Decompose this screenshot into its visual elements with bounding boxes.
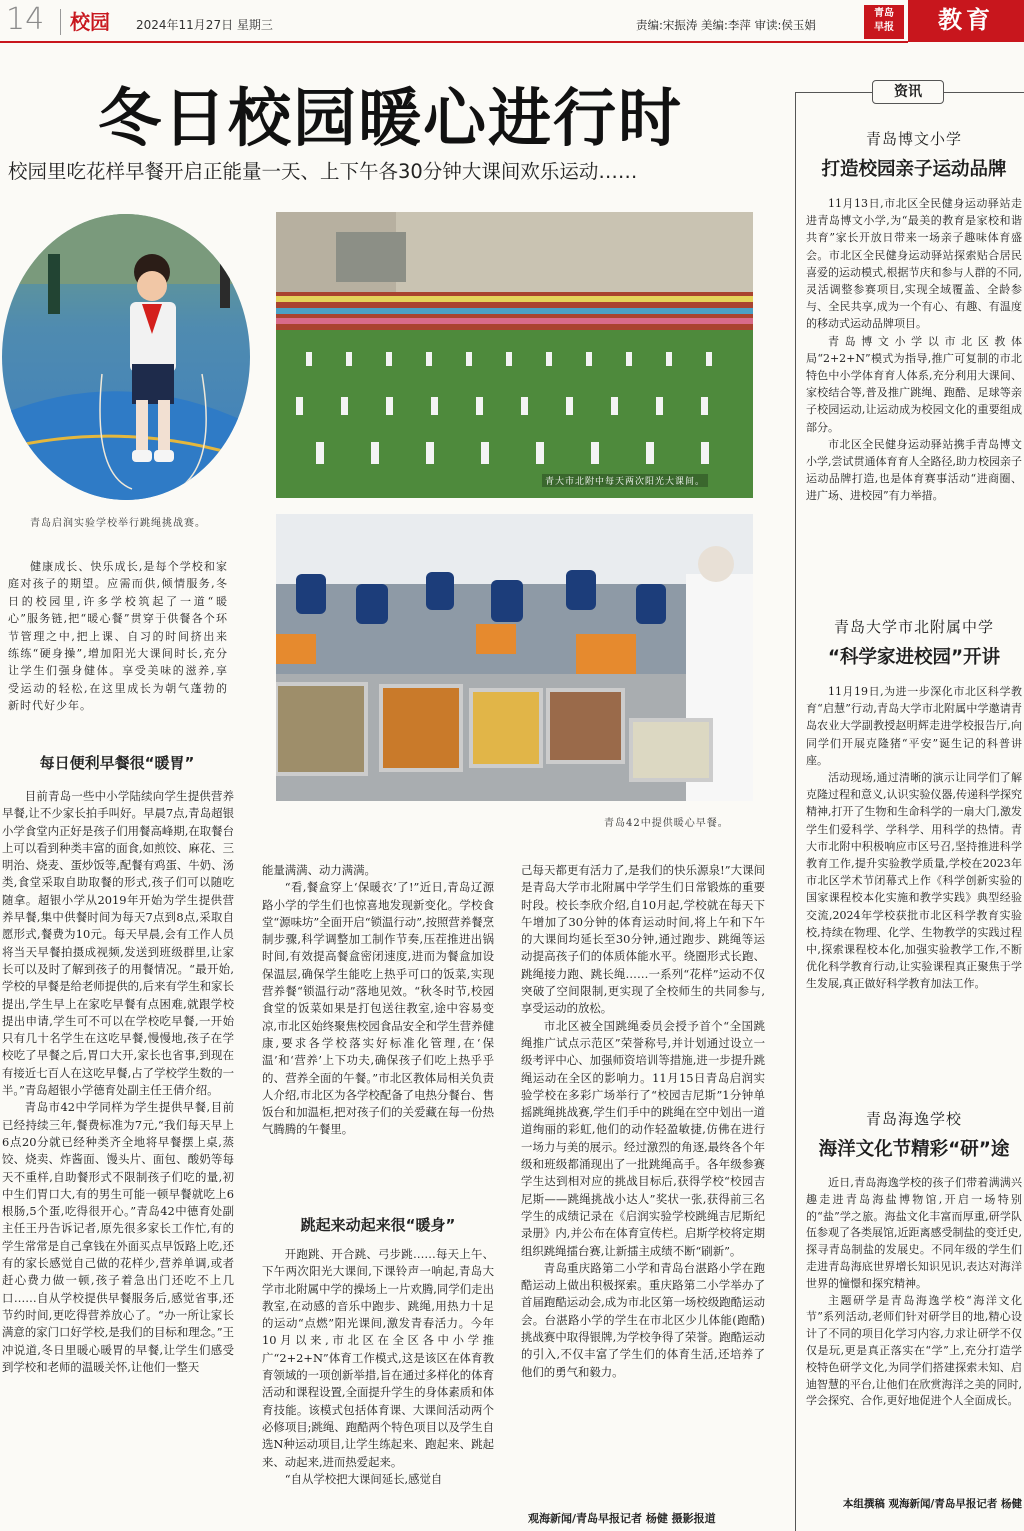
school-name: 青岛海逸学校 bbox=[865, 1110, 962, 1128]
channel-tab bbox=[908, 0, 1024, 42]
headline: 冬日校园暖心进行时 bbox=[98, 82, 683, 155]
canteen-illustration bbox=[276, 514, 753, 801]
column-3 bbox=[521, 862, 765, 1381]
body-paragraph: 青岛博文小学以市北区教体局“2+2+N”模式为指导,推广可复制的市北特色中小学体育育人体系,充分利用大课间、家校结合等,普及推广跳绳、跑酷、足球等亲子校园运动,让运动成为校园文化的重要组成部分。 bbox=[806, 334, 1022, 434]
jump-rope-photo bbox=[2, 214, 250, 500]
body-paragraph: 主题研学是青岛海逸学校“海洋文化节”系列活动,老师们针对研学目的地,精心设计了不同的项目化学习内容,力求让研学不仅仅是玩,更是真正落实在“学”上,充分打造学校特色研学文化,为同学们搭建探索未知、启迪智慧的平台,让他们在欣赏海洋之美的同时,学会探究、合作,更好地促进个人全面成长。 bbox=[806, 1293, 1022, 1408]
column-1 bbox=[2, 788, 234, 1376]
body-paragraph: 11月19日,为进一步深化市北区科学教育“启慧”行动,青岛大学市北附属中学邀请青岛农业大学副教授赵明辉走进学校报告厅,向同学们开展克隆猪“平安”诞生记的科普讲座。 bbox=[806, 685, 1022, 767]
body-paragraph: 活动现场,通过清晰的演示让同学们了解克隆过程和意义,认识实验仪器,传递科学探究精神,打开了生物和生命科学的一扇大门,激发学生们爱科学、学科学、用科学的热情。青大市北附中积极响应市区号召,坚持推进科学教育工作,提升实验教学质量,学校在2023年市北区学术节闭幕式上作《科学创新实验的国家课程校本化实施和教学实践》典型经验交流,2024年学校获批市北区科学教育实验校,持续在物理、化学、生物教学的实践过程中,探索课程校本化,加强实验教学工作,不断优化科学教育行动,让实验课程真正聚焦于学生发展,真正做好科学教育加法工作。 bbox=[806, 771, 1022, 991]
section-name: 校园 bbox=[70, 10, 110, 34]
article-title: “科学家进校园”开讲 bbox=[827, 647, 1001, 668]
body-paragraph: 近日,青岛海逸学校的孩子们带着满满兴趣走进青岛海盐博物馆,开启一场特别的“盐”学之旅。海盐文化丰富而厚重,研学队伍参观了各类展馆,近距离感受制盐的变迁史,探寻青岛制盐的发展史。不同年级的学生们走进青岛海底世界增长知识见识,表达对海洋世界的憧憬和探究精神。 bbox=[806, 1176, 1022, 1290]
section-heading-exercise: 跳起来动起来很“暖身” bbox=[300, 1216, 456, 1234]
sidebar-article-2 bbox=[806, 616, 1022, 993]
school-name: 青岛博文小学 bbox=[865, 130, 962, 148]
subheadline: 校园里吃花样早餐开启正能量一天、上下午各30分钟大课间欢乐运动…… bbox=[8, 160, 638, 183]
body-paragraph: 青岛市42中学同样为学生提供早餐,目前已经持续三年,餐费标准为7元,“我们每天早上6点20分就已经种类齐全地将早餐摆上桌,蒸饺、烧卖、炸酱面、馒头片、面包、酸奶等每天不重样,自助餐形式不限制孩子们吃的量,初中生们胃口大,有的男生可能一顿早餐就吃上6根肠,5个蛋,吃得很开心。”青岛42中德育处副主任王丹告诉记者,原先很多家长工作忙,有的学生常常是自己拿钱在外面买点早饭路上吃,还有的家长感觉自己做的花样少,营养单调,或者赶心费力做一顿,孩子着急出门还吃不上几口……自从学校提供早餐服务后,感觉省事,还节约时间,更吃得营养放心了。“办一所让家长满意的家门口好学校,是我们的目标和理念。”王冲说道,冬日里暖心暖胃的早餐,让学生们感受到学校和老师的温暖关怀,让他们一整天 bbox=[2, 1100, 234, 1374]
body-paragraph: “看,餐盒穿上‘保暖衣’了!”近日,青岛辽源路小学的学生们也惊喜地发现新变化。学校食堂“源味坊”全面开启“锁温行动”,按照营养餐烹制步骤,科学调整加工制作节奏,压茬推进出锅时间,有效提高餐盒密闭速度,进而为餐盒加设保温层,确保学生能吃上热乎可口的饭菜,实现营养餐“锁温行动”落地见效。“秋冬时节,校园食堂的饭菜如果是打包送往教室,途中容易变凉,市北区始终聚焦校园食品安全和学生营养健康,要求各学校落实好标准化管理,在‘保温’和‘营养’上下功夫,确保孩子们吃上热乎乎的、营养全面的午餐。”市北区教体局相关负责人介绍,市北区为各学校配备了电热分餐台、售饭台和加温柜,把对孩子们的关爱藏在每一份热气腾腾的午餐里。 bbox=[262, 880, 494, 1137]
sidebar-article-3 bbox=[806, 1108, 1022, 1410]
body-paragraph: 11月13日,市北区全民健身运动驿站走进青岛博文小学,为“最美的教育是家校和谐共育”家长开放日带来一场亲子趣味体育盛会。市北区全民健身运动驿站探索贴合居民喜爱的运动模式,根据节庆和参与人群的不同,灵活调整参赛项目,实现全域覆盖、全龄参与、全民共享,成为一个有心、有趣、有温度的移动式运动品牌项目。 bbox=[806, 197, 1022, 331]
page-number: 14 bbox=[6, 2, 45, 37]
body-paragraph: 目前青岛一些中小学陆续向学生提供营养早餐,让不少家长拍手叫好。早晨7点,青岛超银小学食堂内正好是孩子们用餐高峰期,在取餐台上可以看到种类丰富的面食,如煎饺、麻花、三明治、烧麦、蛋炒饭等,配餐有鸡蛋、牛奶、汤类,食堂采取自助取餐的形式,孩子们可以随吃随拿。超银小学从2019年开始为学生提供营养早餐,集中供餐时间为每天7点到8点,采取自愿形式,餐费为10元。每天早晨,会有工作人员将当天早餐拍摄成视频,发送到班级群里,让家长可以及时了解到孩子的用餐情况。“最开始,学校的早餐是给老师提供的,后来有学生和家长提出,学生早上在家吃早餐有点困难,就跟学校提出申请,学生可不可以在学校吃早餐,一开始只有几十名学生在这吃早餐,慢慢地,孩子在学校吃了早餐之后,胃口大开,家长也省事,到现在有接近七百人在这吃早餐,占了学校学生数的一半。”青岛超银小学德育处副主任王倩介绍。 bbox=[2, 789, 234, 1098]
body-paragraph: 市北区被全国跳绳委员会授予首个“全国跳绳推广试点示范区”荣誉称号,并计划通过设立一级考评中心、加强师资培训等措施,进一步提升跳绳运动在全区的影响力。11月15日青岛启润实验学校在多彩广场举行了“校园吉尼斯”1分钟单摇跳绳挑战赛,学生们手中的跳绳在空中划出一道道绚丽的彩虹,他们的动作轻盈敏捷,仿佛在进行一场力与美的展示。经过激烈的角逐,最终各个年级和班级都涌现出了一批跳绳高手。各年级参赛学生达到相对应的挑战目标后,获得学校“校园吉尼斯——跳绳挑战小达人”奖状一张,获得前三名学生的成绩记录在《启润实验学校跳绳吉尼斯纪录册》内,并公布在体育宣传栏。启斯学校将定期组织跳绳擂台赛,让新擂主成绩不断“刷新”。 bbox=[521, 1018, 765, 1258]
issue-date: 2024年11月27日 星期三 bbox=[136, 18, 273, 32]
sidebar-byline: 本组撰稿 观海新闻/青岛早报记者 杨健 bbox=[842, 1498, 1022, 1510]
page-header bbox=[0, 0, 1024, 42]
column-2 bbox=[262, 862, 494, 1139]
sidebar-article-1 bbox=[806, 128, 1022, 505]
body-paragraph: 市北区全民健身运动驿站携手青岛博文小学,尝试贯通体育育人全路径,助力校园亲子运动品牌打造,也是体育赛事活动“进商圈、进广场、进校园”有力举措。 bbox=[806, 437, 1022, 503]
article-title: 打造校园亲子运动品牌 bbox=[821, 159, 1007, 180]
header-rule bbox=[0, 41, 908, 43]
body-paragraph: 己每天都更有活力了,是我们的快乐源泉!”大课间是青岛大学市北附属中学学生们日常锻炼的重要时段。校长李欣介绍,自10月起,学校就在每天下午增加了30分钟的体育运动时间,将上午和下午的大课间均延长至30分钟,通过跑步、跳绳等运动提高孩子们的体质体能水平。绕圈形式长跑、跳绳接力跑、跳长绳……一系列“花样”运动不仅突破了空间限制,更实现了全校师生的共同参与,享受运动的放松。 bbox=[521, 863, 765, 1016]
sidebar-label: 资讯 bbox=[872, 80, 944, 104]
byline: 观海新闻/青岛早报记者 杨健 摄影报道 bbox=[528, 1512, 716, 1525]
body-paragraph: “自从学校把大课间延长,感觉自 bbox=[284, 1471, 443, 1486]
body-paragraph: 能量满满、动力满满。 bbox=[262, 863, 376, 877]
article-title: 海洋文化节精彩“研”途 bbox=[818, 1139, 1010, 1160]
column-2b bbox=[262, 1246, 494, 1488]
editor-credits: 责编:宋振涛 美编:李萍 审读:侯玉娟 bbox=[636, 18, 816, 32]
section-heading-breakfast: 每日便利早餐很“暖胃” bbox=[39, 754, 195, 772]
caption-breakfast: 青岛42中提供暖心早餐。 bbox=[604, 818, 729, 829]
newspaper-logo: 青岛 早报 bbox=[864, 5, 904, 39]
header-divider bbox=[60, 9, 61, 35]
big-break-photo bbox=[276, 212, 753, 498]
school-name: 青岛大学市北附属中学 bbox=[833, 618, 994, 636]
intro-paragraph: 健康成长、快乐成长,是每个学校和家庭对孩子的期望。应需而供,倾情服务,冬日的校园里,许多学校筑起了一道“暖心”服务链,把“暖心餐”贯穿于供餐各个环节管理之中,把上课、自习的时间挤出来练练“硬身操”,增加阳光大课间时长,充分让学生们强身健体。享受美味的滋养,享受运动的轻松,在这里成长为朝气蓬勃的新时代好少年。 bbox=[8, 560, 228, 713]
jump-rope-illustration bbox=[2, 214, 250, 500]
sports-field-illustration bbox=[276, 212, 753, 498]
caption-jump-rope: 青岛启润实验学校举行跳绳挑战赛。 bbox=[30, 518, 206, 529]
caption-big-break: 青大市北附中每天两次阳光大课间。 bbox=[542, 474, 708, 487]
breakfast-photo bbox=[276, 514, 753, 801]
body-paragraph: 青岛重庆路第二小学和青岛台湛路小学在跑酷运动上做出积极探索。重庆路第二小学举办了首届跑酷运动会,成为市北区第一场校级跑酷运动会。台湛路小学的学生在市北区少儿体能(跑酷)挑战赛中取得银牌,为学校争得了荣誉。跑酷运动的引入,不仅丰富了学生们的体育生活,还培养了他们的勇气和毅力。 bbox=[521, 1260, 765, 1379]
body-paragraph: 开跑跳、开合跳、弓步跳……每天上午、下午两次阳光大课间,下课铃声一响起,青岛大学市北附属中学的操场上一片欢腾,同学们走出教室,在动感的音乐中跑步、跳绳,用热力十足的运动“点燃”阳光课间,激发青春活力。今年10月以来,市北区在全区各中小学推广“2+2+N”体育工作模式,这是该区在体育教育领域的一项创新举措,旨在通过多样化的体育活动和课程设置,全面提升学生的身体素质和体育技能。该模式包括体育课、大课间活动两个必修项目;跳绳、跑酷两个特色项目以及学生自选N种运动项目,让学生练起来、跑起来、跳起来、动起来,进而热爱起来。 bbox=[262, 1247, 494, 1469]
channel-name: 教育 bbox=[938, 5, 994, 34]
